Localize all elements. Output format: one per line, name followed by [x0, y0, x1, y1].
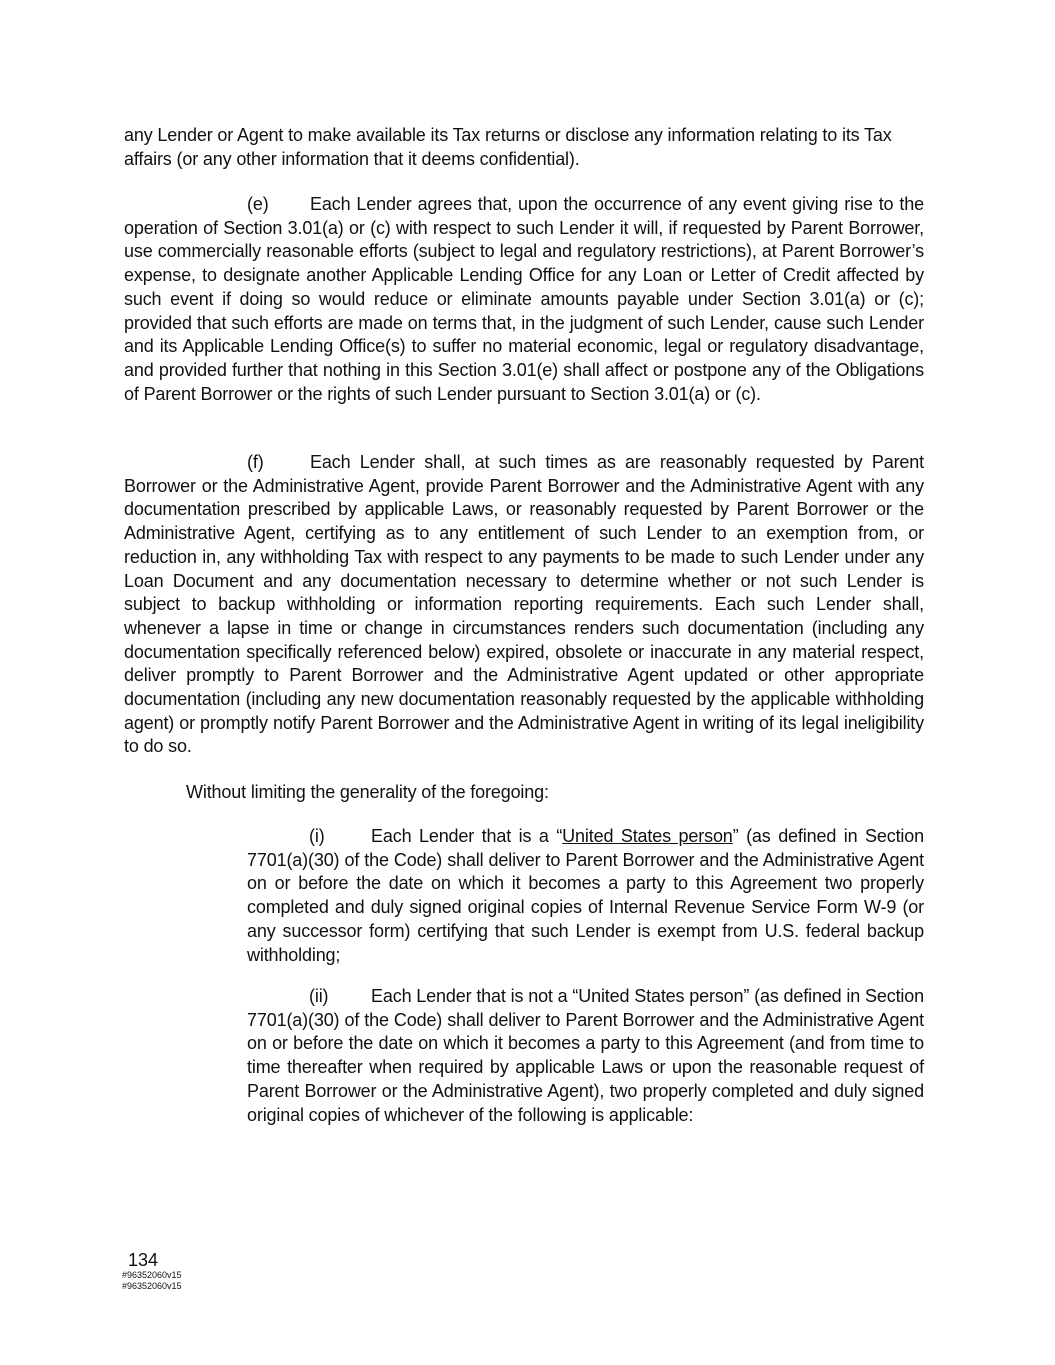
intro-paragraph [124, 124, 924, 171]
item-i-text-before: Each Lender that is a “ [371, 826, 563, 846]
item-i-defined-term: United States person [562, 826, 733, 846]
item-i-text-after: ” (as defined in Section 7701(a)(30) of the Code) shall deliver to Parent Borrower and the Administrative Agent on or before the date on which it becomes a party to this Agreement two properly completed and duly signed original copies of Internal Revenue Service Form W-9 (or any successor form) certifying that such Lender is exempt from U.S. federal backup withholding; [247, 826, 924, 965]
item-ii-label: (ii) [309, 986, 329, 1006]
document-id: #96352060v15 [122, 1270, 182, 1280]
intro-text: any Lender or Agent to make available its Tax returns or disclose any information relating to its Tax affairs (or any other information that it deems confidential). [124, 125, 892, 169]
without-limiting-line [186, 781, 886, 805]
paragraph-f [124, 451, 924, 759]
paragraph-e-text: Each Lender agrees that, upon the occurrence of any event giving rise to the operation of Section 3.01(a) or (c) with respect to such Lender it will, if requested by Parent Borrower, use commercially reasonable efforts (subject to legal and regulatory restrictions), at Parent Borrower’s expense, to designate another Applicable Lending Office for any Loan or Letter of Credit affected by such event if doing so would reduce or eliminate amounts payable under Section 3.01(a) or (c); provided that such efforts are made on terms that, in the judgment of such Lender, cause such Lender and its Applicable Lending Office(s) to suffer no material economic, legal or regulatory disadvantage, and provided further that nothing in this Section 3.01(e) shall affect or postpone any of the Obligations of Parent Borrower or the rights of such Lender pursuant to Section 3.01(a) or (c). [124, 194, 924, 404]
item-i-label: (i) [309, 826, 325, 846]
without-limiting-text: Without limiting the generality of the foregoing: [186, 782, 549, 802]
page-number: 134 [128, 1250, 159, 1270]
item-ii [247, 985, 924, 1127]
item-i [247, 825, 924, 967]
paragraph-f-text: Each Lender shall, at such times as are reasonably requested by Parent Borrower or the Administrative Agent, provide Parent Borrower and the Administrative Agent with any documentation prescribed by applicable Laws, or reasonably requested by Parent Borrower or the Administrative Agent, certifying as to any entitlement of such Lender to an exemption from, or reduction in, any withholding Tax with respect to any payments to be made to such Lender under any Loan Document and any documentation necessary to determine whether or not such Lender is subject to backup withholding or information reporting requirements. Each such Lender shall, whenever a lapse in time or change in circumstances renders such documentation (including any documentation specifically referenced below) expired, obsolete or inaccurate in any material respect, deliver promptly to Parent Borrower and the Administrative Agent updated or other appropriate documentation (including any new documentation reasonably requested by the applicable withholding agent) or promptly notify Parent Borrower and the Administrative Agent in writing of its legal ineligibility to do so. [124, 452, 924, 757]
paragraph-e [124, 193, 924, 406]
item-ii-text: Each Lender that is not a “United States person” (as defined in Section 7701(a)(30) of the Code) shall deliver to Parent Borrower and the Administrative Agent on or before the date on which it becomes a party to this Agreement (and from time to time thereafter when required by applicable Laws or upon the reasonable request of Parent Borrower or the Administrative Agent), two properly completed and duly signed original copies of whichever of the following is applicable: [247, 986, 924, 1125]
document-id: #96352060v15 [122, 1281, 182, 1291]
paragraph-e-label: (e) [247, 194, 269, 214]
paragraph-f-label: (f) [247, 452, 264, 472]
page-footer [122, 1250, 182, 1292]
